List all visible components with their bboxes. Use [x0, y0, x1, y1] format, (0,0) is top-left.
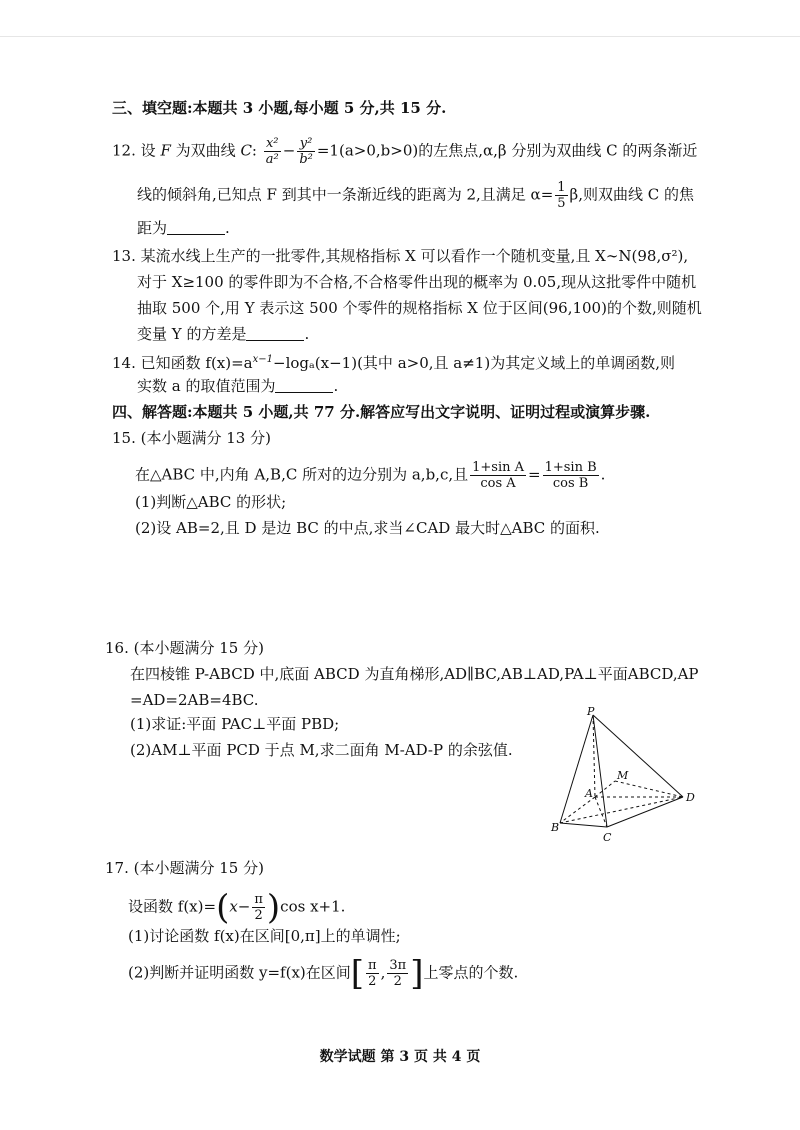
edge-PD: [593, 715, 683, 797]
q12-F: F: [160, 141, 171, 160]
label-M: M: [617, 769, 629, 782]
frac-numerator: 1+sin A: [472, 460, 524, 475]
label-A: A: [585, 787, 593, 800]
q13-text: 变量 Y 的方差是: [137, 325, 247, 343]
top-divider: [0, 36, 800, 37]
question-12-line-1: [112, 136, 697, 167]
fraction-pi-2: [252, 892, 265, 923]
edge-AM: [595, 781, 615, 797]
q17-part2-a: (2)判断并证明函数 y=f(x)在区间: [128, 963, 351, 982]
edge-CD: [607, 797, 683, 827]
frac-denominator: cos A: [480, 476, 516, 491]
question-16-part-2: (2)AM⊥平面 PCD 于点 M,求二面角 M-AD-P 的余弦值.: [130, 741, 513, 759]
frac-denominator: 2: [393, 974, 402, 989]
question-14-line-1: [112, 350, 675, 373]
frac-numerator: 1+sin B: [544, 460, 597, 475]
q12-text-f: 距为: [137, 219, 168, 237]
edge-PB: [560, 715, 593, 823]
q17-x: x−: [229, 897, 251, 916]
label-D: D: [686, 791, 695, 804]
question-17-part-1: (1)讨论函数 f(x)在区间[0,π]上的单调性;: [128, 927, 401, 945]
frac-denominator: b²: [299, 152, 313, 167]
answer-blank[interactable]: [167, 220, 225, 235]
edge-MD: [615, 781, 683, 797]
q12-text-a: 设: [140, 141, 156, 160]
q17-text-a: 设函数 f(x)=: [128, 897, 217, 916]
answer-blank[interactable]: [246, 326, 304, 341]
label-B: B: [551, 821, 560, 834]
question-16-title: 16. (本小题满分 15 分): [105, 639, 264, 657]
frac-numerator: π: [368, 958, 377, 973]
q12-colon: :: [251, 141, 257, 160]
fraction-x2-a2: [264, 136, 281, 167]
fraction-pi-over-2: [366, 958, 379, 989]
question-17-line-1: 设函数 f(x)=(x− $\frac{\pi}{2}$ )cos x+1.: [128, 887, 346, 928]
question-13-line-4: 变量 Y 的方差是 .: [137, 325, 310, 343]
q15-text: 在△ABC 中,内角 A,B,C 所对的边分别为 a,b,c,且: [135, 465, 469, 484]
question-15-part-2: (2)设 AB=2,且 D 是边 BC 的中点,求当∠CAD 最大时△ABC 的面积.: [135, 519, 600, 537]
question-17-title: 17. (本小题满分 15 分): [105, 859, 264, 877]
q15-period: .: [600, 465, 606, 484]
question-12-line-2: [137, 180, 694, 211]
question-13-line-3: 抽取 500 个,用 Y 表示这 500 个零件的规格指标 X 位于区间(96,100)的个数,则随机: [137, 299, 702, 317]
fraction-y2-b2: [297, 136, 315, 167]
q12-text-d: 线的倾斜角,已知点 F 到其中一条渐近线的距离为 2,且满足 α=: [137, 185, 554, 204]
question-13-line-1: 13. 某流水线上生产的一批零件,其规格指标 X 可以看作一个随机变量,且 X∼N(98,σ²),: [112, 247, 689, 265]
answer-blank[interactable]: [275, 378, 333, 393]
question-15-line-1: [135, 460, 605, 491]
q12-text-b: 为双曲线: [175, 141, 236, 160]
frac-denominator: 2: [368, 974, 377, 989]
q14-exponent: x−1: [252, 354, 274, 365]
question-16-line-2: =AD=2AB=4BC.: [130, 691, 259, 709]
frac-numerator: π: [254, 892, 263, 907]
q12-C: C: [240, 141, 252, 160]
q12-text-c: =1(a>0,b>0)的左焦点,α,β 分别为双曲线 C 的两条渐近: [316, 141, 698, 160]
question-17-part-2: (2)判断并证明函数 y=f(x)在区间[ $\frac{\pi}{2}$ , $\frac{3\pi}{2}$ ]上零点的个数.: [128, 953, 519, 994]
fraction-3pi-over-2: [387, 958, 408, 989]
frac-denominator: cos B: [552, 476, 589, 491]
edge-BC: [560, 823, 607, 827]
pyramid-figure: [545, 705, 715, 850]
fraction-1-sinB-cosB: [543, 460, 599, 491]
q15-equals: =: [528, 465, 541, 484]
question-13-line-2: 对于 X≥100 的零件即为不合格,不合格零件出现的概率为 0.05,现从这批零件中随机: [137, 273, 697, 291]
frac-numerator: 3π: [389, 958, 407, 973]
q12-minus: −: [282, 141, 296, 160]
question-15-title: 15. (本小题满分 13 分): [112, 429, 271, 447]
frac-denominator: 5: [557, 196, 566, 211]
q14-text-c: 实数 a 的取值范围为: [137, 377, 276, 395]
question-16-line-1: 在四棱锥 P-ABCD 中,底面 ABCD 为直角梯形,AD∥BC,AB⊥AD,PA⊥平面ABCD,AP: [130, 665, 699, 683]
label-P: P: [587, 705, 595, 718]
q14-text-a: 14. 已知函数 f(x)=a: [112, 354, 253, 372]
q17-part2-b: 上零点的个数.: [423, 963, 519, 982]
label-C: C: [603, 831, 612, 844]
edge-BD: [560, 797, 683, 823]
edge-AB: [560, 797, 595, 823]
q14-text-b: −logₐ(x−1)(其中 a>0,且 a≠1)为其定义域上的单调函数,则: [273, 354, 675, 372]
question-14-line-2: 实数 a 的取值范围为 .: [137, 377, 339, 395]
frac-numerator: x²: [264, 136, 281, 152]
question-16-part-1: (1)求证:平面 PAC⊥平面 PBD;: [130, 715, 340, 733]
section-4-heading: 四、解答题:本题共 5 小题,共 77 分.解答应写出文字说明、证明过程或演算步骤.: [112, 403, 651, 421]
q12-number: 12.: [112, 141, 136, 160]
question-15-part-1: (1)判断△ABC 的形状;: [135, 493, 287, 511]
q12-text-e: β,则双曲线 C 的焦: [569, 185, 695, 204]
question-12-line-3: 距为 .: [137, 219, 230, 237]
frac-numerator: 1: [557, 180, 566, 195]
fraction-1-5: [555, 180, 567, 211]
frac-numerator: y²: [297, 136, 315, 152]
fraction-1-sinA-cosA: [470, 460, 526, 491]
frac-denominator: a²: [265, 152, 279, 167]
q17-comma: ,: [380, 963, 386, 982]
page-footer: 数学试题 第 3 页 共 4 页: [319, 1049, 481, 1065]
frac-denominator: 2: [254, 908, 263, 923]
section-3-heading: 三、填空题:本题共 3 小题,每小题 5 分,共 15 分.: [112, 99, 447, 117]
q17-text-b: cos x+1.: [280, 897, 346, 916]
